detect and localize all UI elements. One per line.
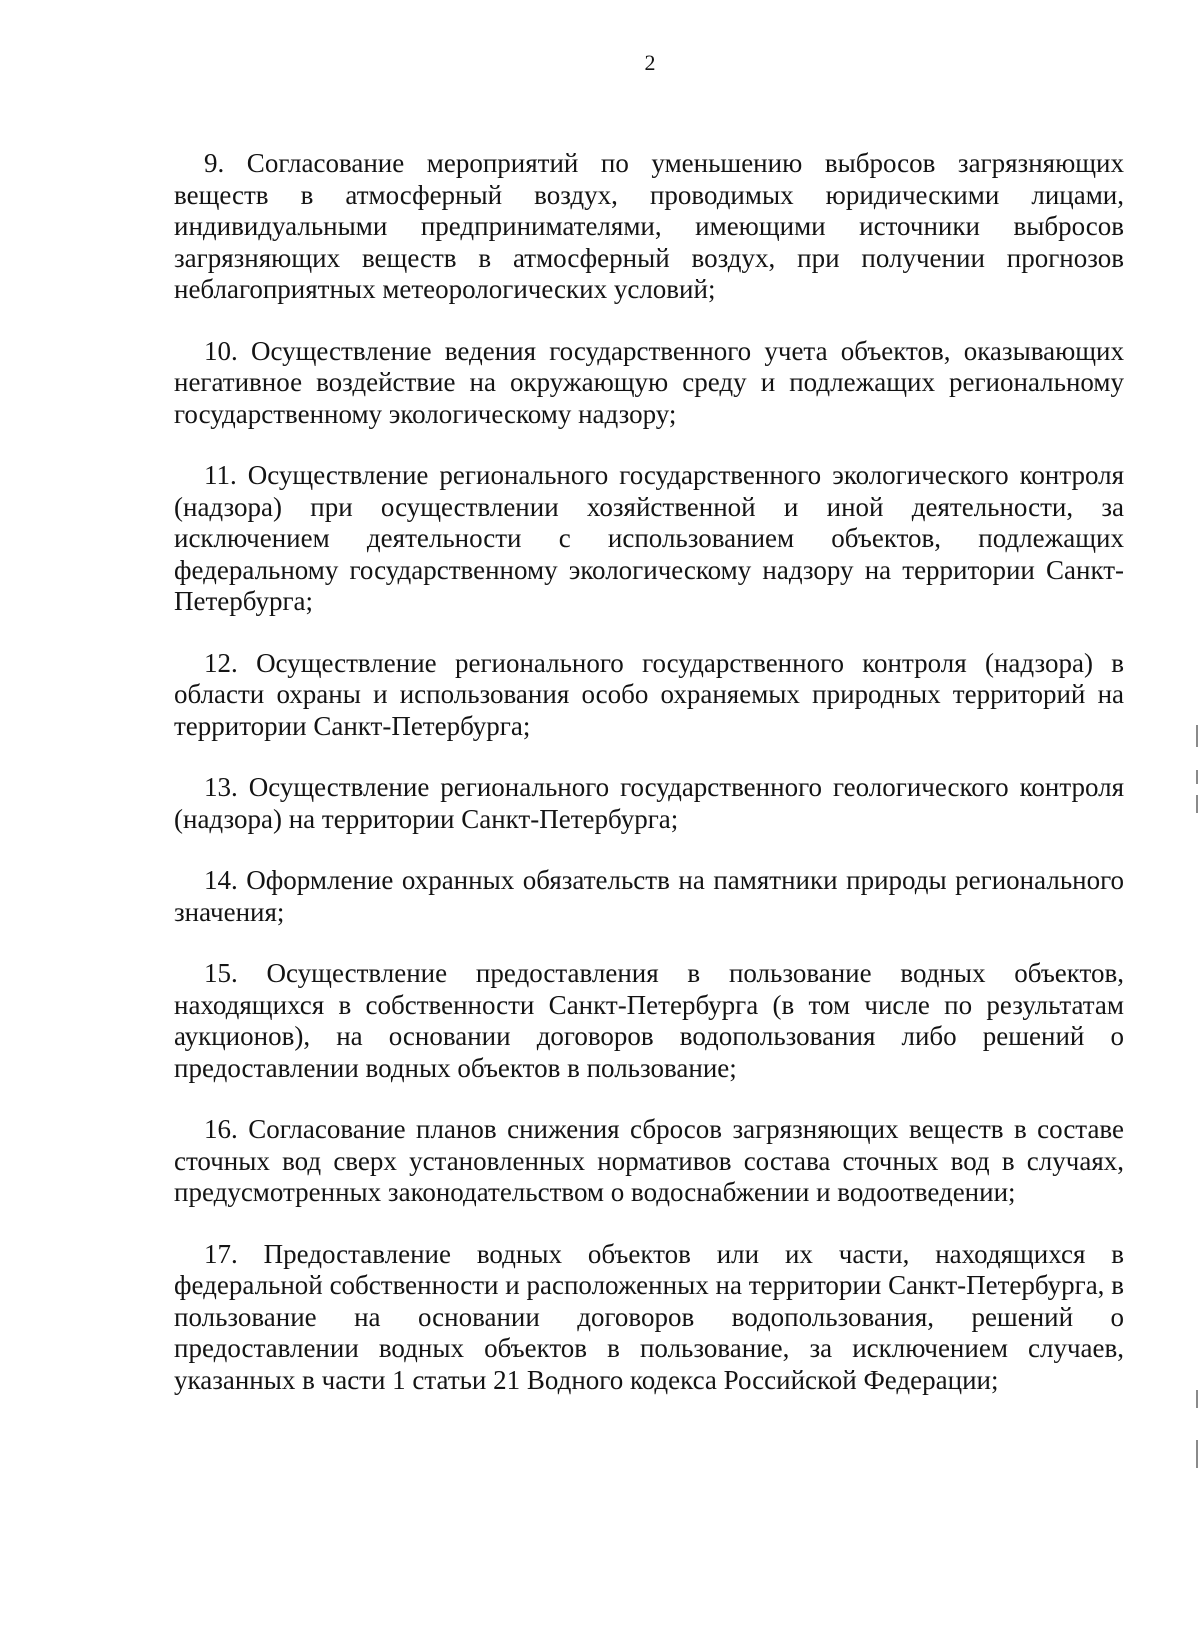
scan-edge-mark [1196, 795, 1198, 813]
list-item-12: 12. Осуществление регионального государственного контроля (надзора) в области охраны и использования особо охраняемых природных территорий на территории Санкт-Петербурга; [174, 647, 1124, 741]
list-item-10: 10. Осуществление ведения государственного учета объектов, оказывающих негативное воздействие на окружающую среду и подлежащих региональному государственному экологическому надзору; [174, 335, 1124, 429]
document-body [174, 148, 1124, 1396]
list-item-17: 17. Предоставление водных объектов или их части, находящихся в федеральной собственности и расположенных на территории Санкт-Петербурга, в пользование на основании договоров водопользования, решений о предоставлении водных объектов в пользование, за исключением случаев, указанных в части 1 статьи 21 Водного кодекса Российской Федерации; [174, 1238, 1124, 1395]
list-item-14: 14. Оформление охранных обязательств на памятники природы регионального значения; [174, 865, 1124, 927]
scan-edge-mark [1196, 1390, 1198, 1408]
list-item-15: 15. Осуществление предоставления в пользование водных объектов, находящихся в собственности Санкт-Петербурга (в том числе по результатам аукционов), на основании договоров водопользования либо решений о предоставлении водных объектов в пользование; [174, 958, 1124, 1083]
list-item-9: 9. Согласование мероприятий по уменьшению выбросов загрязняющих веществ в атмосферный воздух, проводимых юридическими лицами, индивидуальными предпринимателями, имеющими источники выбросов загрязняющих веществ в атмосферный воздух, при получении прогнозов неблагоприятных метеорологических условий; [174, 148, 1124, 304]
scan-edge-mark [1196, 1440, 1198, 1468]
scan-edge-mark [1196, 725, 1198, 747]
page-number: 2 [644, 50, 656, 75]
list-item-13: 13. Осуществление регионального государственного геологического контроля (надзора) на территории Санкт-Петербурга; [174, 772, 1124, 834]
list-item-16: 16. Согласование планов снижения сбросов загрязняющих веществ в составе сточных вод сверх установленных нормативов состава сточных вод в случаях, предусмотренных законодательством о водоснабжении и водоотведении; [174, 1114, 1124, 1207]
list-item-11: 11. Осуществление регионального государственного экологического контроля (надзора) при осуществлении хозяйственной и иной деятельности, за исключением деятельности с использованием объектов, подлежащих федеральному государственному экологическому надзору на территории Санкт-Петербурга; [174, 460, 1124, 616]
scan-edge-mark [1196, 770, 1198, 784]
